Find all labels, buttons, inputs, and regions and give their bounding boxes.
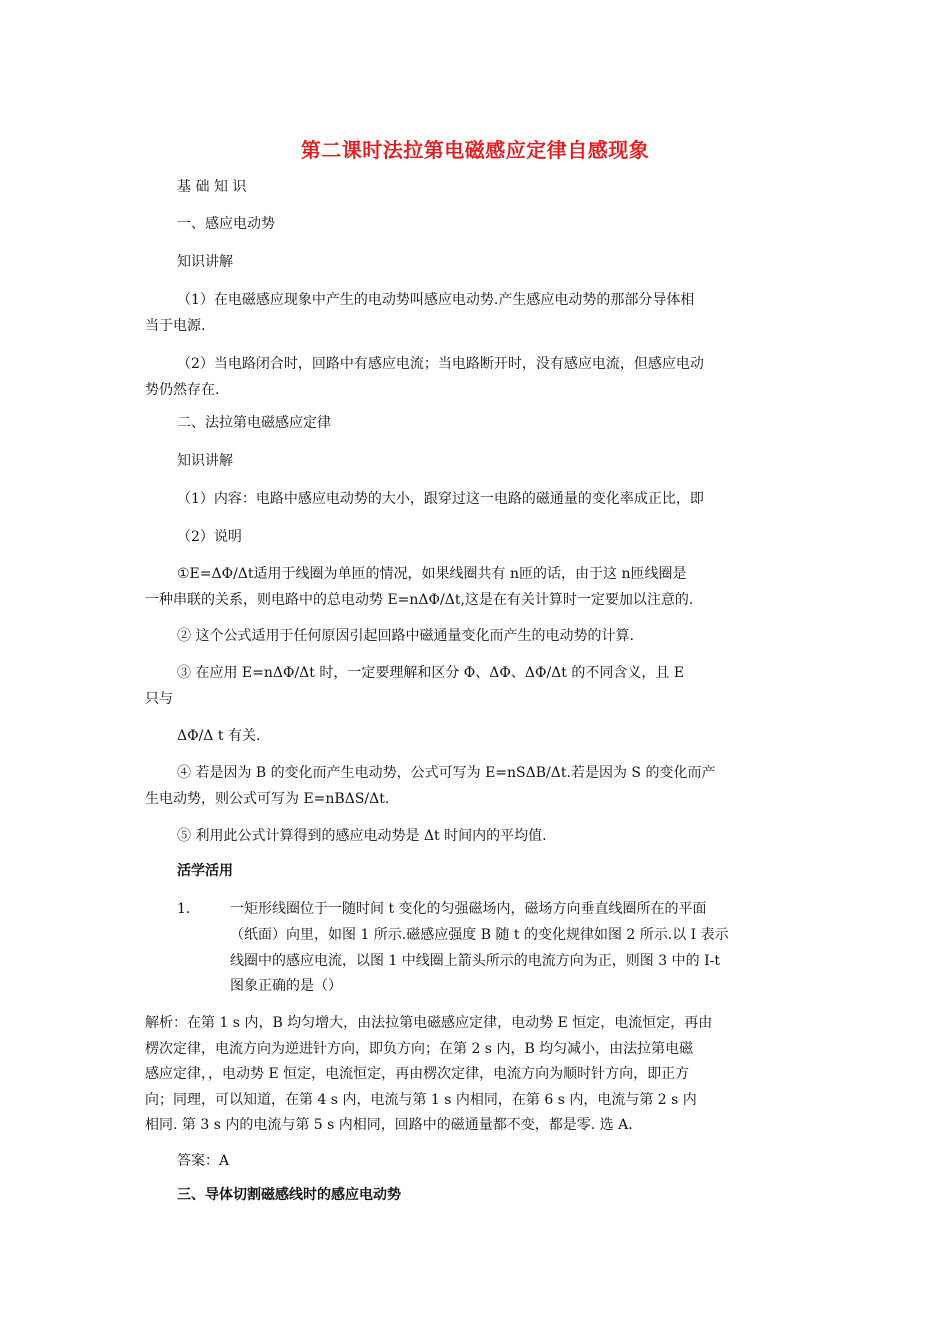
section1-p1-line1: （1）在电磁感应现象中产生的电动势叫感应电动势.产生感应电动势的那部分导体相 [177, 292, 695, 308]
item3-line1: ③ 在应用 E=nΔΦ/Δt 时，一定要理解和区分 Φ、ΔΦ、ΔΦ/Δt 的不同含义，且 E [177, 665, 685, 681]
item4-line1: ④ 若是因为 B 的变化而产生电动势，公式可写为 E=nSΔB/Δt.若是因为 S 的变化而产 [177, 765, 716, 781]
item3-line2: 只与 [145, 691, 173, 707]
item2: ② 这个公式适用于任何原因引起回路中磁通量变化而产生的电动势的计算. [177, 628, 634, 644]
analysis-line3: 感应定律，，电动势 E 恒定，电流恒定，再由楞次定律，电流方向为顺时针方向，即正方 [145, 1066, 690, 1082]
answer: 答案：A [177, 1153, 230, 1169]
item1-line2: 一种串联的关系，则电路中的总电动势 E=nΔΦ/Δt,这是在有关计算时一定要加以注意的. [145, 592, 694, 608]
item4-line2: 生电动势，则公式可写为 E=nBΔS/Δt. [145, 791, 390, 807]
item1-line1: ①E=ΔΦ/Δt适用于线圈为单匝的情况，如果线圈共有 n匝的话，由于这 n匝线圈是 [177, 566, 687, 582]
section1-p2-line1: （2）当电路闭合时，回路中有感应电流；当电路断开时，没有感应电流，但感应电动 [177, 356, 704, 372]
question-line1: 一矩形线圈位于一随时间 t 变化的匀强磁场内，磁场方向垂直线圈所在的平面 [230, 901, 707, 917]
section2-content: （1）内容：电路中感应电动势的大小，跟穿过这一电路的磁通量的变化率成正比，即 [177, 491, 704, 507]
question-line3: 线圈中的感应电流，以图 1 中线圈上箭头所示的电流方向为正，则图 3 中的 I-t [230, 953, 720, 969]
question-number: 1. [177, 901, 191, 917]
analysis-line2: 楞次定律，电流方向为逆进针方向，即负方向；在第 2 s 内，B 均匀减小，由法拉第电磁 [145, 1041, 694, 1057]
question-line4: 图象正确的是（） [230, 978, 342, 994]
page-title: 第二课时法拉第电磁感应定律自感现象 [300, 138, 650, 162]
section1-heading: 一、感应电动势 [177, 216, 275, 232]
section3-heading: 三、导体切割磁感线时的感应电动势 [177, 1187, 401, 1203]
section1-p1-line2: 当于电源. [145, 318, 206, 334]
analysis-line4: 向；同理，可以知道，在第 4 s 内，电流与第 1 s 内相同，在第 6 s 内，电流与第 2 s 内 [145, 1092, 697, 1108]
basic-knowledge-heading: 基 础 知 识 [177, 179, 247, 195]
section1-p2-line2: 势仍然存在. [145, 382, 220, 398]
analysis-line1: 解析：在第 1 s 内，B 均匀增大，由法拉第电磁感应定律，电动势 E 恒定，电流恒定，再由 [145, 1015, 713, 1031]
analysis-line5: 相同. 第 3 s 内的电流与第 5 s 内相同，回路中的磁通量都不变，都是零. 选 A. [145, 1117, 633, 1133]
practice-heading: 活学活用 [177, 863, 233, 879]
question-line2: （纸面）向里，如图 1 所示.磁感应强度 B 随 t 的变化规律如图 2 所示.以 I 表示 [230, 927, 729, 943]
item5: ⑤ 利用此公式计算得到的感应电动势是 Δt 时间内的平均值. [177, 828, 547, 844]
section2-subheading: 知识讲解 [177, 453, 233, 469]
section2-explanation: （2）说明 [177, 529, 242, 545]
item3-line3: ΔΦ/Δ t 有关. [177, 728, 261, 744]
section2-heading: 二、法拉第电磁感应定律 [177, 415, 331, 431]
section1-subheading: 知识讲解 [177, 254, 233, 270]
